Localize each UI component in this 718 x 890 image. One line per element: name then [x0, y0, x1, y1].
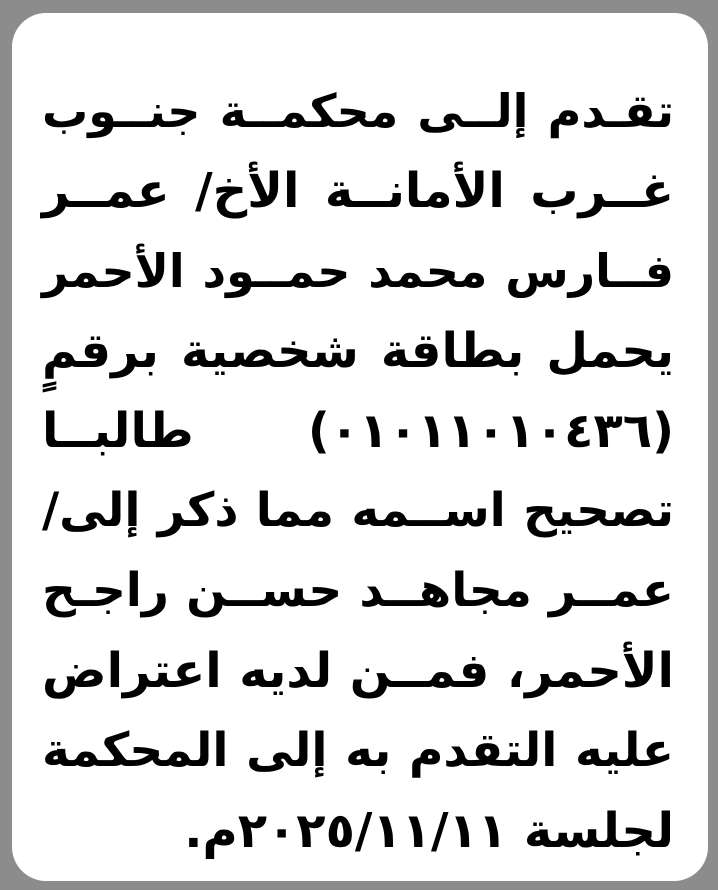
notice-line-10: لجلسة ٢٠٢٥/١١/١١م.	[184, 803, 674, 859]
notice-line-4: يحمل بطاقة شخصية برقمٍ	[42, 323, 674, 379]
notice-line-9: عليه التقدم به إلى المحكمة	[42, 723, 674, 778]
notice-line-1: تقـدم إلــى محكمــة جنــوب	[42, 84, 674, 138]
notice-card	[12, 13, 708, 881]
notice-line-8: الأحمر، فمــن لديه اعتراض	[42, 643, 674, 699]
notice-line-5: (٠١٠١١٠١٠٤٣٦) طالبــا	[42, 403, 674, 459]
notice-line-3: فــارس محمد حمــود الأحمر	[42, 244, 674, 298]
notice-line-2: غــرب الأمانــة الأخ/ عمــر	[42, 163, 674, 219]
notice-body	[42, 71, 674, 871]
notice-line-6: تصحيح اســمه مما ذكر إلى/	[42, 483, 674, 538]
notice-line-7: عمــر مجاهــد حســن راجـح	[42, 563, 674, 618]
